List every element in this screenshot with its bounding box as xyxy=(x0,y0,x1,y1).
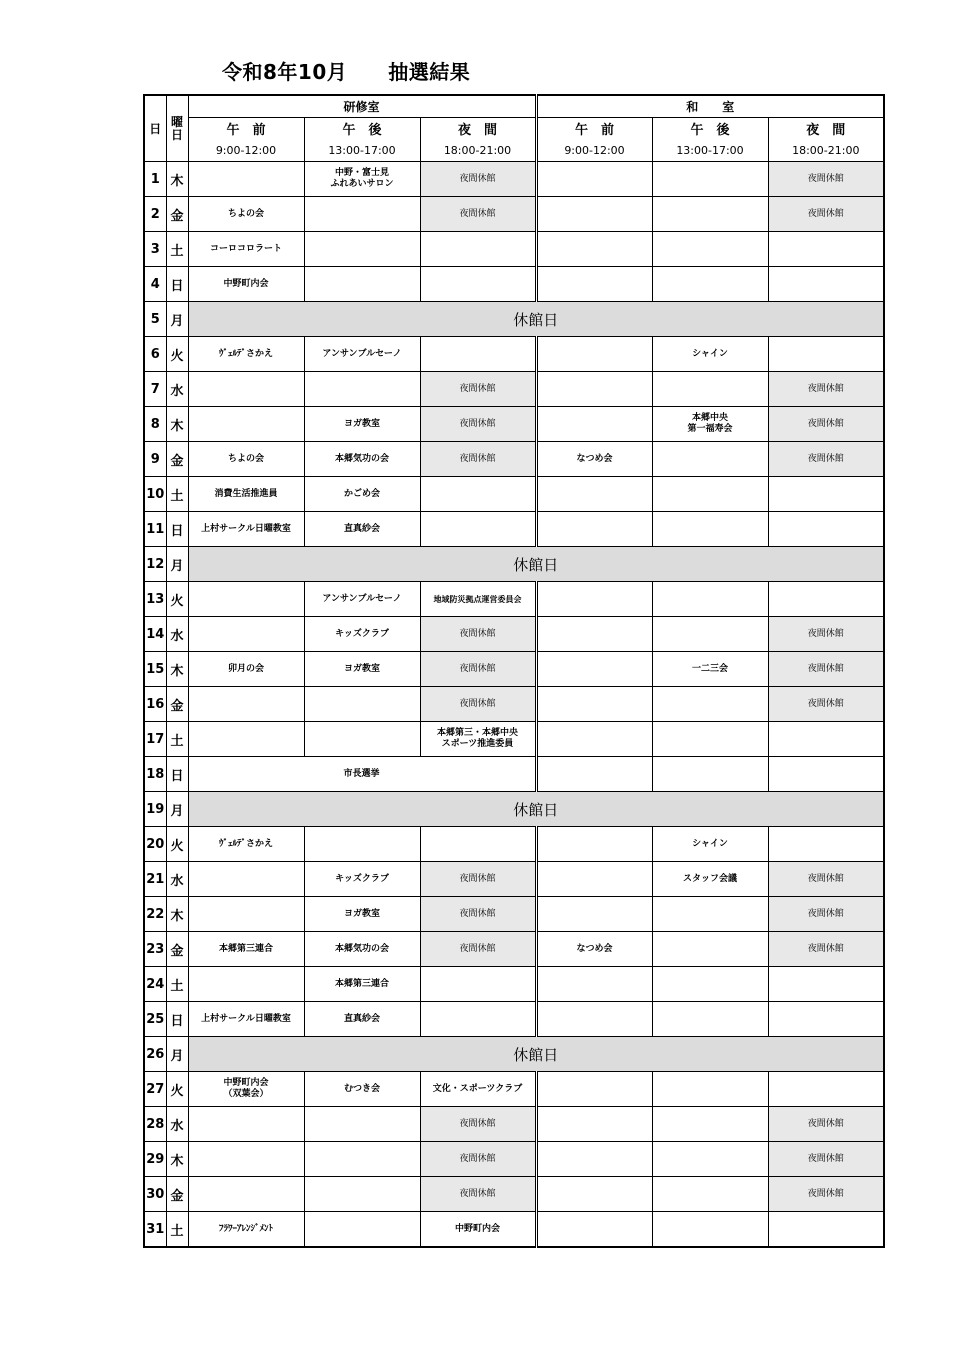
reservation-cell: 夜間休館 xyxy=(420,897,536,932)
reservation-cell xyxy=(536,337,652,372)
weekday: 月 xyxy=(166,547,188,582)
reservation-cell xyxy=(188,372,304,407)
reservation-cell: 夜間休館 xyxy=(768,862,884,897)
reservation-cell: 夜間休館 xyxy=(420,442,536,477)
reservation-cell: 夜間休館 xyxy=(420,162,536,197)
weekday: 月 xyxy=(166,792,188,827)
reservation-cell xyxy=(652,1212,768,1248)
reservation-cell xyxy=(536,477,652,512)
reservation-cell xyxy=(768,722,884,757)
day-number: 31 xyxy=(144,1212,166,1248)
reservation-cell: かごめ会 xyxy=(304,477,420,512)
reservation-cell: ｳﾞｪﾙﾃﾞさかえ xyxy=(188,827,304,862)
period-header: 午 前 xyxy=(188,117,304,139)
reservation-cell xyxy=(536,687,652,722)
reservation-cell xyxy=(188,897,304,932)
time-header: 13:00-17:00 xyxy=(652,139,768,162)
reservation-cell: 夜間休館 xyxy=(768,932,884,967)
closed-day-banner: 休館日 xyxy=(188,792,884,827)
weekday: 土 xyxy=(166,232,188,267)
weekday: 火 xyxy=(166,337,188,372)
reservation-cell: 夜間休館 xyxy=(420,407,536,442)
reservation-cell: 夜間休館 xyxy=(420,652,536,687)
day-number: 10 xyxy=(144,477,166,512)
reservation-cell xyxy=(536,617,652,652)
day-number: 30 xyxy=(144,1177,166,1212)
reservation-cell xyxy=(536,722,652,757)
reservation-cell xyxy=(768,757,884,792)
reservation-cell xyxy=(536,197,652,232)
table-row xyxy=(144,442,884,477)
table-row xyxy=(144,1142,884,1177)
weekday: 水 xyxy=(166,617,188,652)
reservation-cell xyxy=(420,827,536,862)
day-number: 13 xyxy=(144,582,166,617)
reservation-cell: 夜間休館 xyxy=(420,862,536,897)
reservation-cell xyxy=(420,267,536,302)
reservation-cell xyxy=(536,827,652,862)
reservation-cell: 上村サークル日曜教室 xyxy=(188,512,304,547)
reservation-cell xyxy=(304,267,420,302)
weekday: 火 xyxy=(166,582,188,617)
day-number: 20 xyxy=(144,827,166,862)
day-number: 4 xyxy=(144,267,166,302)
weekday: 金 xyxy=(166,442,188,477)
reservation-cell xyxy=(188,617,304,652)
reservation-cell xyxy=(420,232,536,267)
reservation-cell: 中野町内会 （双葉会） xyxy=(188,1072,304,1107)
reservation-cell xyxy=(420,967,536,1002)
reservation-cell xyxy=(768,477,884,512)
day-number: 3 xyxy=(144,232,166,267)
reservation-cell xyxy=(188,722,304,757)
reservation-cell xyxy=(536,757,652,792)
schedule-body xyxy=(144,162,884,1248)
reservation-cell xyxy=(652,617,768,652)
time-header: 18:00-21:00 xyxy=(768,139,884,162)
reservation-cell xyxy=(652,1107,768,1142)
reservation-cell xyxy=(420,337,536,372)
time-header: 13:00-17:00 xyxy=(304,139,420,162)
period-header: 午 前 xyxy=(536,117,652,139)
reservation-cell xyxy=(652,757,768,792)
reservation-cell: 夜間休館 xyxy=(420,197,536,232)
header-day: 日 xyxy=(144,95,166,162)
reservation-cell xyxy=(652,687,768,722)
weekday: 火 xyxy=(166,827,188,862)
table-row xyxy=(144,687,884,722)
reservation-cell: 夜間休館 xyxy=(768,442,884,477)
day-number: 16 xyxy=(144,687,166,722)
reservation-cell: なつめ会 xyxy=(536,932,652,967)
weekday: 木 xyxy=(166,897,188,932)
reservation-cell: 夜間休館 xyxy=(768,897,884,932)
day-number: 6 xyxy=(144,337,166,372)
weekday: 木 xyxy=(166,162,188,197)
day-number: 28 xyxy=(144,1107,166,1142)
reservation-cell xyxy=(304,1142,420,1177)
reservation-cell: 夜間休館 xyxy=(420,617,536,652)
reservation-cell xyxy=(536,372,652,407)
reservation-cell: 中野町内会 xyxy=(420,1212,536,1248)
day-number: 8 xyxy=(144,407,166,442)
reservation-cell xyxy=(188,967,304,1002)
reservation-cell xyxy=(536,1072,652,1107)
day-number: 21 xyxy=(144,862,166,897)
day-number: 19 xyxy=(144,792,166,827)
reservation-cell xyxy=(536,897,652,932)
weekday: 土 xyxy=(166,967,188,1002)
day-number: 7 xyxy=(144,372,166,407)
schedule-table xyxy=(143,94,885,1248)
table-row xyxy=(144,652,884,687)
reservation-cell xyxy=(652,512,768,547)
reservation-cell xyxy=(188,1142,304,1177)
reservation-cell: 上村サークル日曜教室 xyxy=(188,1002,304,1037)
reservation-cell: キッズクラブ xyxy=(304,617,420,652)
reservation-cell: 夜間休館 xyxy=(768,162,884,197)
reservation-cell: 夜間休館 xyxy=(768,407,884,442)
reservation-cell: 本郷第三連合 xyxy=(188,932,304,967)
time-header: 9:00-12:00 xyxy=(536,139,652,162)
reservation-cell xyxy=(652,722,768,757)
reservation-cell: アンサンブルセーノ xyxy=(304,582,420,617)
table-row xyxy=(144,1002,884,1037)
reservation-cell xyxy=(536,407,652,442)
reservation-cell xyxy=(536,232,652,267)
reservation-cell xyxy=(536,1002,652,1037)
weekday: 木 xyxy=(166,407,188,442)
closed-day-banner: 休館日 xyxy=(188,547,884,582)
period-header: 午 後 xyxy=(304,117,420,139)
day-number: 22 xyxy=(144,897,166,932)
reservation-cell: ヨガ教室 xyxy=(304,407,420,442)
reservation-cell: 夜間休館 xyxy=(768,1177,884,1212)
day-number: 17 xyxy=(144,722,166,757)
table-row xyxy=(144,617,884,652)
period-header: 午 後 xyxy=(652,117,768,139)
table-row xyxy=(144,547,884,582)
reservation-cell xyxy=(768,337,884,372)
weekday: 金 xyxy=(166,932,188,967)
reservation-cell: 夜間休館 xyxy=(768,1107,884,1142)
reservation-cell xyxy=(652,197,768,232)
weekday: 水 xyxy=(166,1107,188,1142)
day-number: 18 xyxy=(144,757,166,792)
reservation-cell: 夜間休館 xyxy=(420,1177,536,1212)
reservation-cell xyxy=(188,1177,304,1212)
reservation-cell xyxy=(304,1212,420,1248)
weekday: 月 xyxy=(166,1037,188,1072)
reservation-cell xyxy=(768,827,884,862)
reservation-cell xyxy=(652,1002,768,1037)
weekday: 土 xyxy=(166,722,188,757)
reservation-cell xyxy=(188,862,304,897)
reservation-cell: ｳﾞｪﾙﾃﾞさかえ xyxy=(188,337,304,372)
reservation-cell xyxy=(304,687,420,722)
reservation-cell xyxy=(652,267,768,302)
table-row xyxy=(144,897,884,932)
table-row xyxy=(144,267,884,302)
room-header-training: 研修室 xyxy=(188,95,536,117)
reservation-cell: むつき会 xyxy=(304,1072,420,1107)
reservation-cell xyxy=(652,442,768,477)
time-header: 9:00-12:00 xyxy=(188,139,304,162)
day-number: 27 xyxy=(144,1072,166,1107)
reservation-cell xyxy=(304,197,420,232)
day-number: 29 xyxy=(144,1142,166,1177)
reservation-cell: 中野・富士見 ふれあいサロン xyxy=(304,162,420,197)
reservation-cell xyxy=(188,407,304,442)
reservation-cell: ﾌﾗﾜｰｱﾚﾝｼﾞﾒﾝﾄ xyxy=(188,1212,304,1248)
reservation-cell: 夜間休館 xyxy=(420,1142,536,1177)
reservation-cell: 夜間休館 xyxy=(420,687,536,722)
weekday: 水 xyxy=(166,862,188,897)
reservation-cell xyxy=(536,862,652,897)
reservation-cell xyxy=(768,1002,884,1037)
reservation-cell: ちよの会 xyxy=(188,442,304,477)
reservation-cell xyxy=(536,1107,652,1142)
reservation-cell xyxy=(304,232,420,267)
weekday: 金 xyxy=(166,1177,188,1212)
reservation-cell xyxy=(188,687,304,722)
reservation-cell: 本郷第三連合 xyxy=(304,967,420,1002)
table-row xyxy=(144,407,884,442)
reservation-cell xyxy=(652,967,768,1002)
reservation-cell: 夜間休館 xyxy=(768,372,884,407)
table-row xyxy=(144,757,884,792)
reservation-cell: 卯月の会 xyxy=(188,652,304,687)
weekday: 土 xyxy=(166,477,188,512)
table-row xyxy=(144,827,884,862)
reservation-cell xyxy=(304,1177,420,1212)
day-number: 1 xyxy=(144,162,166,197)
table-row xyxy=(144,512,884,547)
weekday: 金 xyxy=(166,197,188,232)
reservation-cell xyxy=(188,1107,304,1142)
reservation-cell: 中野町内会 xyxy=(188,267,304,302)
reservation-cell: シャイン xyxy=(652,827,768,862)
reservation-cell xyxy=(652,477,768,512)
reservation-cell: アンサンブルセーノ xyxy=(304,337,420,372)
reservation-cell xyxy=(536,162,652,197)
table-row xyxy=(144,1037,884,1072)
reservation-cell xyxy=(652,1177,768,1212)
reservation-cell xyxy=(536,582,652,617)
reservation-cell xyxy=(536,1142,652,1177)
weekday: 日 xyxy=(166,757,188,792)
day-number: 24 xyxy=(144,967,166,1002)
weekday: 土 xyxy=(166,1212,188,1248)
reservation-cell: 夜間休館 xyxy=(420,372,536,407)
reservation-cell: 本郷気功の会 xyxy=(304,932,420,967)
reservation-cell xyxy=(420,477,536,512)
day-number: 14 xyxy=(144,617,166,652)
reservation-cell: 夜間休館 xyxy=(768,1142,884,1177)
weekday: 日 xyxy=(166,512,188,547)
reservation-cell xyxy=(188,582,304,617)
reservation-cell: キッズクラブ xyxy=(304,862,420,897)
reservation-cell xyxy=(304,372,420,407)
reservation-cell xyxy=(536,1177,652,1212)
day-number: 9 xyxy=(144,442,166,477)
reservation-cell xyxy=(652,897,768,932)
weekday: 火 xyxy=(166,1072,188,1107)
table-row xyxy=(144,932,884,967)
reservation-span-cell: 市長選挙 xyxy=(188,757,536,792)
reservation-cell: シャイン xyxy=(652,337,768,372)
day-number: 2 xyxy=(144,197,166,232)
table-row xyxy=(144,862,884,897)
reservation-cell xyxy=(304,827,420,862)
reservation-cell: コーロコロラート xyxy=(188,232,304,267)
table-row xyxy=(144,477,884,512)
reservation-cell: 直真紗会 xyxy=(304,1002,420,1037)
reservation-cell xyxy=(536,652,652,687)
reservation-cell: ヨガ教室 xyxy=(304,897,420,932)
reservation-cell: ヨガ教室 xyxy=(304,652,420,687)
table-row xyxy=(144,372,884,407)
reservation-cell: 夜間休館 xyxy=(768,652,884,687)
day-number: 11 xyxy=(144,512,166,547)
table-row xyxy=(144,302,884,337)
reservation-cell: 直真紗会 xyxy=(304,512,420,547)
day-number: 26 xyxy=(144,1037,166,1072)
reservation-cell xyxy=(304,1107,420,1142)
weekday: 月 xyxy=(166,302,188,337)
reservation-cell xyxy=(768,232,884,267)
reservation-cell xyxy=(768,512,884,547)
reservation-cell: 一二三会 xyxy=(652,652,768,687)
table-row xyxy=(144,197,884,232)
reservation-cell xyxy=(768,267,884,302)
header-weekday-label: 曜 日 xyxy=(170,114,183,142)
day-number: 23 xyxy=(144,932,166,967)
reservation-cell xyxy=(188,162,304,197)
reservation-cell xyxy=(768,1072,884,1107)
reservation-cell xyxy=(652,1072,768,1107)
reservation-cell: 夜間休館 xyxy=(768,617,884,652)
header-weekday xyxy=(166,95,188,162)
reservation-cell: 本郷気功の会 xyxy=(304,442,420,477)
table-row xyxy=(144,1212,884,1248)
reservation-cell xyxy=(768,582,884,617)
reservation-cell: 夜間休館 xyxy=(768,687,884,722)
table-row xyxy=(144,337,884,372)
reservation-cell xyxy=(304,722,420,757)
table-row xyxy=(144,792,884,827)
period-header: 夜 間 xyxy=(420,117,536,139)
reservation-cell: 文化・スポーツクラブ xyxy=(420,1072,536,1107)
table-row xyxy=(144,1177,884,1212)
weekday: 水 xyxy=(166,372,188,407)
weekday: 木 xyxy=(166,652,188,687)
reservation-cell xyxy=(652,162,768,197)
reservation-cell xyxy=(536,512,652,547)
reservation-cell xyxy=(652,932,768,967)
page-title: 令和8年10月 抽選結果 xyxy=(222,60,471,84)
closed-day-banner: 休館日 xyxy=(188,302,884,337)
weekday: 日 xyxy=(166,267,188,302)
reservation-cell: 消費生活推進員 xyxy=(188,477,304,512)
weekday: 木 xyxy=(166,1142,188,1177)
reservation-cell: ちよの会 xyxy=(188,197,304,232)
reservation-cell: 夜間休館 xyxy=(420,932,536,967)
day-number: 12 xyxy=(144,547,166,582)
table-row xyxy=(144,162,884,197)
table-row xyxy=(144,582,884,617)
reservation-cell: なつめ会 xyxy=(536,442,652,477)
reservation-cell: スタッフ会議 xyxy=(652,862,768,897)
reservation-cell xyxy=(652,232,768,267)
reservation-cell xyxy=(536,267,652,302)
reservation-cell: 夜間休館 xyxy=(768,197,884,232)
reservation-cell xyxy=(420,1002,536,1037)
reservation-cell xyxy=(652,1142,768,1177)
room-header-japanese: 和 室 xyxy=(536,95,884,117)
reservation-cell: 地域防災拠点運営委員会 xyxy=(420,582,536,617)
period-header: 夜 間 xyxy=(768,117,884,139)
reservation-cell: 本郷中央 第一福寿会 xyxy=(652,407,768,442)
day-number: 15 xyxy=(144,652,166,687)
reservation-cell xyxy=(652,582,768,617)
reservation-cell xyxy=(536,1212,652,1248)
reservation-cell: 本郷第三・本郷中央 スポーツ推進委員 xyxy=(420,722,536,757)
reservation-cell xyxy=(768,1212,884,1248)
reservation-cell xyxy=(420,512,536,547)
weekday: 金 xyxy=(166,687,188,722)
day-number: 5 xyxy=(144,302,166,337)
weekday: 日 xyxy=(166,1002,188,1037)
table-row xyxy=(144,722,884,757)
reservation-cell: 夜間休館 xyxy=(420,1107,536,1142)
closed-day-banner: 休館日 xyxy=(188,1037,884,1072)
day-number: 25 xyxy=(144,1002,166,1037)
time-header: 18:00-21:00 xyxy=(420,139,536,162)
table-row xyxy=(144,967,884,1002)
reservation-cell xyxy=(652,372,768,407)
table-row xyxy=(144,232,884,267)
reservation-cell xyxy=(768,967,884,1002)
reservation-cell xyxy=(536,967,652,1002)
table-row xyxy=(144,1072,884,1107)
table-row xyxy=(144,1107,884,1142)
